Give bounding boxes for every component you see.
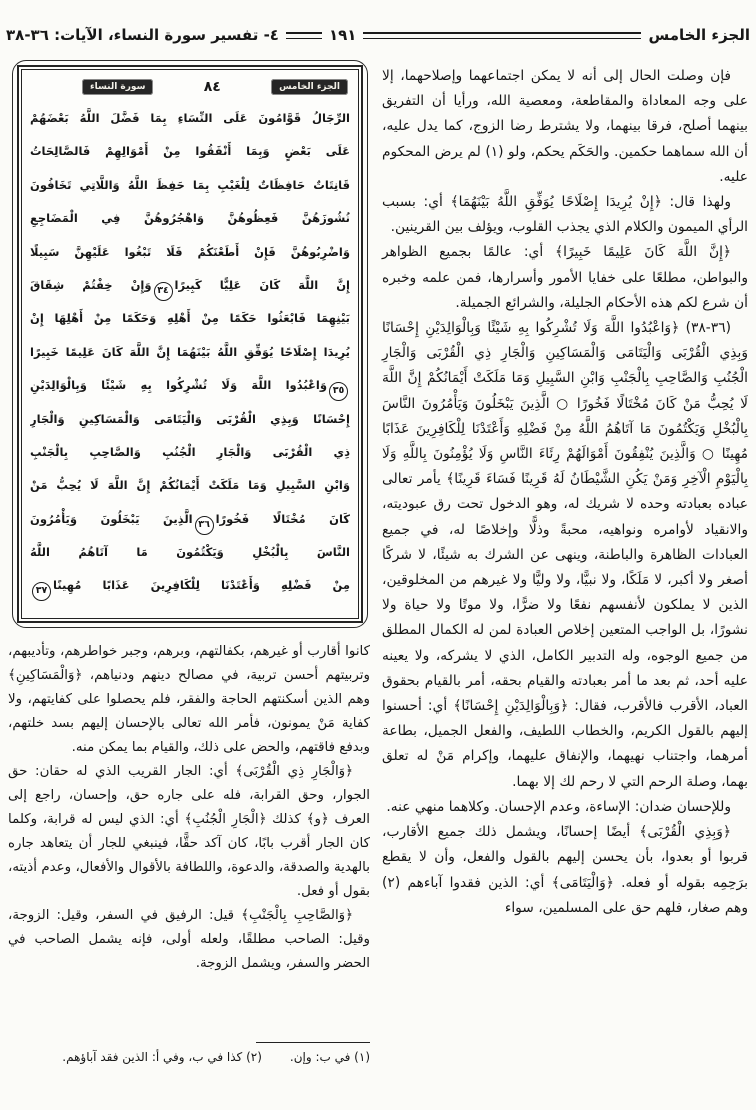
commentary-paragraph: ﴿وَبِذِي الْقُرْبَى﴾ أيضًا إحسانًا، ويشمل ذلك جميع الأقارب، قربوا أو بعدوا، بأن يحسن إليهم بالقول والفعل، وأن لا يقطع برَحِمِه بقوله أو فعله. ﴿وَالْيَتَامَى﴾ أي: الذين فقدوا آباءهم (٢) وهم صغار، فلهم حق على المسلمين، سواء: [382, 824, 748, 916]
commentary-paragraph: ﴿وَالْجَارِ ذِي الْقُرْبَى﴾ أي: الجار القريب الذي له حقان: حق الجوار، وحق القرابة، فله على جاره حق، وإحسان، راجع إلى العرف ﴿و﴾ كذلك ﴿الْجَارِ الْجُنُبِ﴾ أي: الذي ليس له قرابة، وكلما كان الجار أقرب بابًا، كان آكد حقًّا، فينبغي للجار أن يتعاهد جاره بالهدية والصدقة، والدعوة، واللطافة بالأقوال والأفعال، وعدم أذيته، بقول أو فعل.: [8, 764, 370, 899]
quran-text: قَانِتَاتٌ حَافِظَاتٌ لِلْغَيْبِ بِمَا حَفِظَ اللَّهُ وَاللَّاتِي تَخَافُونَ: [30, 177, 350, 192]
quran-text: ذِي الْقُرْبَى وَالْجَارِ الْجُنُبِ وَالصَّاحِبِ بِالْجَنْبِ: [30, 444, 350, 459]
quran-text-block: [30, 102, 350, 603]
commentary-paragraph: فإن وصلت الحال إلى أنه لا يمكن اجتماعهما وإصلاحهما، إلا على وجه المعاداة والمقاطعة، ومعصية الله، ورأيا أن التفريق بينهما أصلح، فرقا بينهما، ولا يشترط رضا الزوج، كما يدل عليه، أن الله سماهما حكمين. والحَكَم يحكم، ولو (١) لم يرض المحكوم عليه.: [382, 68, 748, 185]
quran-line: [30, 536, 350, 569]
header-rule-right: [363, 32, 641, 39]
quran-text: كَانَ مُخْتَالًا فَخُورًا: [215, 511, 350, 526]
surah-stamp: سورة النساء: [82, 79, 153, 95]
section-title: ٤- تفسير سورة النساء، الآيات: ٣٦-٣٨: [6, 26, 279, 44]
page-number: ١٩١: [328, 26, 357, 44]
quran-text: نُشُوزَهُنَّ فَعِظُوهُنَّ وَاهْجُرُوهُنَّ فِي الْمَضَاجِعِ: [30, 211, 350, 226]
ayah-marker: ٣٦: [195, 516, 214, 535]
quran-text: إِنَّ اللَّهَ كَانَ عَلِيًّا كَبِيرًا: [174, 277, 350, 292]
juz-title: الجزء الخامس: [648, 26, 750, 44]
mushaf-inner-frame: [21, 69, 359, 619]
commentary-paragraph: وللإحسان ضدان: الإساءة، وعدم الإحسان. وكلاهما منهي عنه.: [386, 798, 731, 815]
footnote-text: [8, 1050, 370, 1064]
quran-line: [30, 102, 350, 135]
quran-line: [30, 135, 350, 168]
footnote-divider: [256, 1042, 370, 1043]
mushaf-mid-frame: [17, 65, 363, 623]
quran-text: بَيْنِهِمَا فَابْعَثُوا حَكَمًا مِنْ أَهْلِهِ وَحَكَمًا مِنْ أَهْلِهَا إِنْ: [30, 311, 350, 326]
quran-text: إِحْسَانًا وَبِذِي الْقُرْبَى وَالْيَتَامَى وَالْمَسَاكِينِ وَالْجَارِ: [30, 411, 350, 426]
quran-text: يُرِيدَا إِصْلَاحًا يُوَفِّقِ اللَّهُ بَيْنَهُمَا إِنَّ اللَّهَ كَانَ عَلِيمًا خَبِيرًا: [30, 344, 350, 359]
quran-text: مِنْ فَضْلِهِ وَأَعْتَدْنَا لِلْكَافِرِينَ عَذَابًا مُهِينًا: [53, 578, 350, 593]
header-rule-left: [286, 32, 322, 39]
quran-text: وَاضْرِبُوهُنَّ فَإِنْ أَطَعْنَكُمْ فَلَا تَبْغُوا عَلَيْهِنَّ سَبِيلًا: [30, 244, 350, 259]
juz-stamp: الجزء الخامس: [271, 79, 348, 95]
commentary-paragraph: (٣٦-٣٨) ﴿وَاعْبُدُوا اللَّهَ وَلَا تُشْرِكُوا بِهِ شَيْئًا وَبِالْوَالِدَيْنِ إِحْسَانًا وَبِذِي الْقُرْبَى وَالْيَتَامَى وَالْمَسَاكِينِ وَالْجَارِ ذِي الْقُرْبَى وَالْجَارِ الْجُنُبِ وَالصَّاحِبِ بِالْجَنْبِ وَابْنِ السَّبِيلِ وَمَا مَلَكَتْ أَيْمَانُكُمْ إِنَّ اللَّهَ لَا يُحِبُّ مَنْ كَانَ مُخْتَالًا فَخُورًا ○ الَّذِينَ يَبْخَلُونَ وَيَأْمُرُونَ النَّاسَ بِالْبُخْلِ وَيَكْتُمُونَ مَا آتَاهُمُ اللَّهُ مِنْ فَضْلِهِ وَأَعْتَدْنَا لِلْكَافِرِينَ عَذَابًا مُهِينًا ○ وَالَّذِينَ يُنْفِقُونَ أَمْوَالَهُمْ رِئَاءَ النَّاسِ وَلَا يُؤْمِنُونَ بِاللَّهِ وَلَا بِالْيَوْمِ الْآخِرِ وَمَنْ يَكُنِ الشَّيْطَانُ لَهُ قَرِينًا فَسَاءَ قَرِينًا﴾ يأمر تعالى عباده بعبادته وحده لا شريك له، وهو الدخول تحت رق عبوديته، والانقياد لأوامره ونواهيه، محبةً وذلًّا وإخلاصًا له، في جميع العبادات الظاهرة والباطنة، وينهى عن الشرك به شيئًا، لا شركًا أصغر ولا أكبر، لا مَلَكًا، ولا نبيًّا، ولا وليًّا ولا غيرهم من المخلوقين، الذين لا يملكون لأنفسهم نفعًا ولا ضرًّا، ولا موتًا ولا حياة ولا نشورًا، بل الواجب المتعين إخلاص العبادة لمن له الكمال المطلق من جميع الوجوه، وله التدبير الكامل، الذي لا يشركه، ولا يعينه عليه أحد، ثم بعد ما أمر بعبادته والقيام بحقه، أمر بالقيام بحقوق العباد، الأقرب فالأقرب، فقال: ﴿وَبِالْوَالِدَيْنِ إِحْسَانًا﴾ أي: أحسنوا إليهم بالقول الكريم، والخطاب اللطيف، والفعل الجميل، بطاعة أمرهما، واجتناب نهيهما، والإنفاق عليهما، وإكرام مَنْ له تعلق بهما، وصلة الرحم التي لا رحم لك إلا بهما.: [382, 320, 748, 790]
quran-line: [30, 169, 350, 202]
quran-line: [30, 236, 350, 269]
mushaf-header: [30, 73, 350, 99]
quran-text: الرِّجَالُ قَوَّامُونَ عَلَى النِّسَاءِ بِمَا فَضَّلَ اللَّهُ بَعْضَهُمْ: [30, 111, 350, 125]
page-header: [6, 24, 750, 46]
quran-line: [30, 503, 350, 536]
quran-line: [30, 202, 350, 235]
quran-line: [30, 269, 350, 302]
quran-line: [30, 569, 350, 602]
quran-line: [30, 369, 350, 402]
quran-line: [30, 336, 350, 369]
quran-line: [30, 469, 350, 502]
mushaf-panel: [12, 60, 368, 628]
commentary-right-column: [382, 64, 748, 921]
ayah-marker: ٣٤: [154, 282, 173, 301]
quran-line: [30, 403, 350, 436]
quran-line: [30, 302, 350, 335]
quran-text: وَابْنِ السَّبِيلِ وَمَا مَلَكَتْ أَيْمَانُكُمْ إِنَّ اللَّهَ لَا يُحِبُّ مَنْ: [30, 478, 350, 493]
commentary-paragraph: ﴿وَالصَّاحِبِ بِالْجَنْبِ﴾ قيل: الرفيق في السفر، وقيل: الزوجة، وقيل: الصاحب مطلقًا، ولعله أولى، فإنه يشمل الصاحب في الحضر والسفر، ويشمل الزوجة.: [8, 908, 370, 971]
ayah-marker: ٣٥: [329, 382, 348, 401]
quran-text: عَلَى بَعْضٍ وَبِمَا أَنْفَقُوا مِنْ أَمْوَالِهِمْ فَالصَّالِحَاتُ: [30, 144, 350, 159]
quran-text: الَّذِينَ يَبْخَلُونَ وَيَأْمُرُونَ: [30, 511, 193, 526]
footnotes: [8, 1042, 370, 1064]
quran-text: وَاعْبُدُوا اللَّهَ وَلَا تُشْرِكُوا بِهِ شَيْئًا وَبِالْوَالِدَيْنِ: [30, 378, 327, 393]
mushaf-page-number: ٨٤: [203, 79, 221, 95]
mushaf-outer-frame: [12, 60, 368, 628]
commentary-paragraph: كانوا أقارب أو غيرهم، بكفالتهم، وبرهم، وجبر خواطرهم، وتأديبهم، وتربيتهم أحسن تربية، في مصالح دينهم ودنياهم، ﴿وَالْمَسَاكِينِ﴾ وهم الذين أسكنتهم الحاجة والفقر، فلم يحصلوا على كفايتهم، ولا كفاية مَنْ يمونون، فأمر الله تعالى بالإحسان إليهم بسد خلتهم، وبدفع فاقتهم، والحض على ذلك، والقيام بما يمكن منه.: [8, 644, 370, 755]
quran-text: النَّاسَ بِالْبُخْلِ وَيَكْتُمُونَ مَا آتَاهُمُ اللَّهُ: [30, 545, 350, 560]
ayah-marker: ٣٧: [32, 582, 51, 601]
commentary-paragraph: ﴿إِنَّ اللَّهَ كَانَ عَلِيمًا خَبِيرًا﴾ أي: عالمًا بجميع الظواهر والبواطن، مطلعًا على خفايا الأمور وأسرارها، فمن علمه وخبره أن شرع لكم هذه الأحكام الجليلة، والشرائع الجميلة.: [382, 244, 748, 311]
quran-line: [30, 436, 350, 469]
commentary-left-column: [8, 640, 370, 976]
footnote-2: (٢) كذا في ب، وفي أ: الذين فقد آباؤهم.: [62, 1050, 262, 1064]
footnote-1: (١) في ب: وإن.: [289, 1050, 370, 1064]
quran-text: وَإِنْ خِفْتُمْ شِقَاقَ: [30, 277, 152, 292]
commentary-paragraph: ولهذا قال: ﴿إِنْ يُرِيدَا إِصْلَاحًا يُوَفِّقِ اللَّهُ بَيْنَهُمَا﴾ أي: بسبب الرأي الميمون والكلام الذي يجذب القلوب، ويؤلف بين القرينين.: [382, 194, 748, 236]
